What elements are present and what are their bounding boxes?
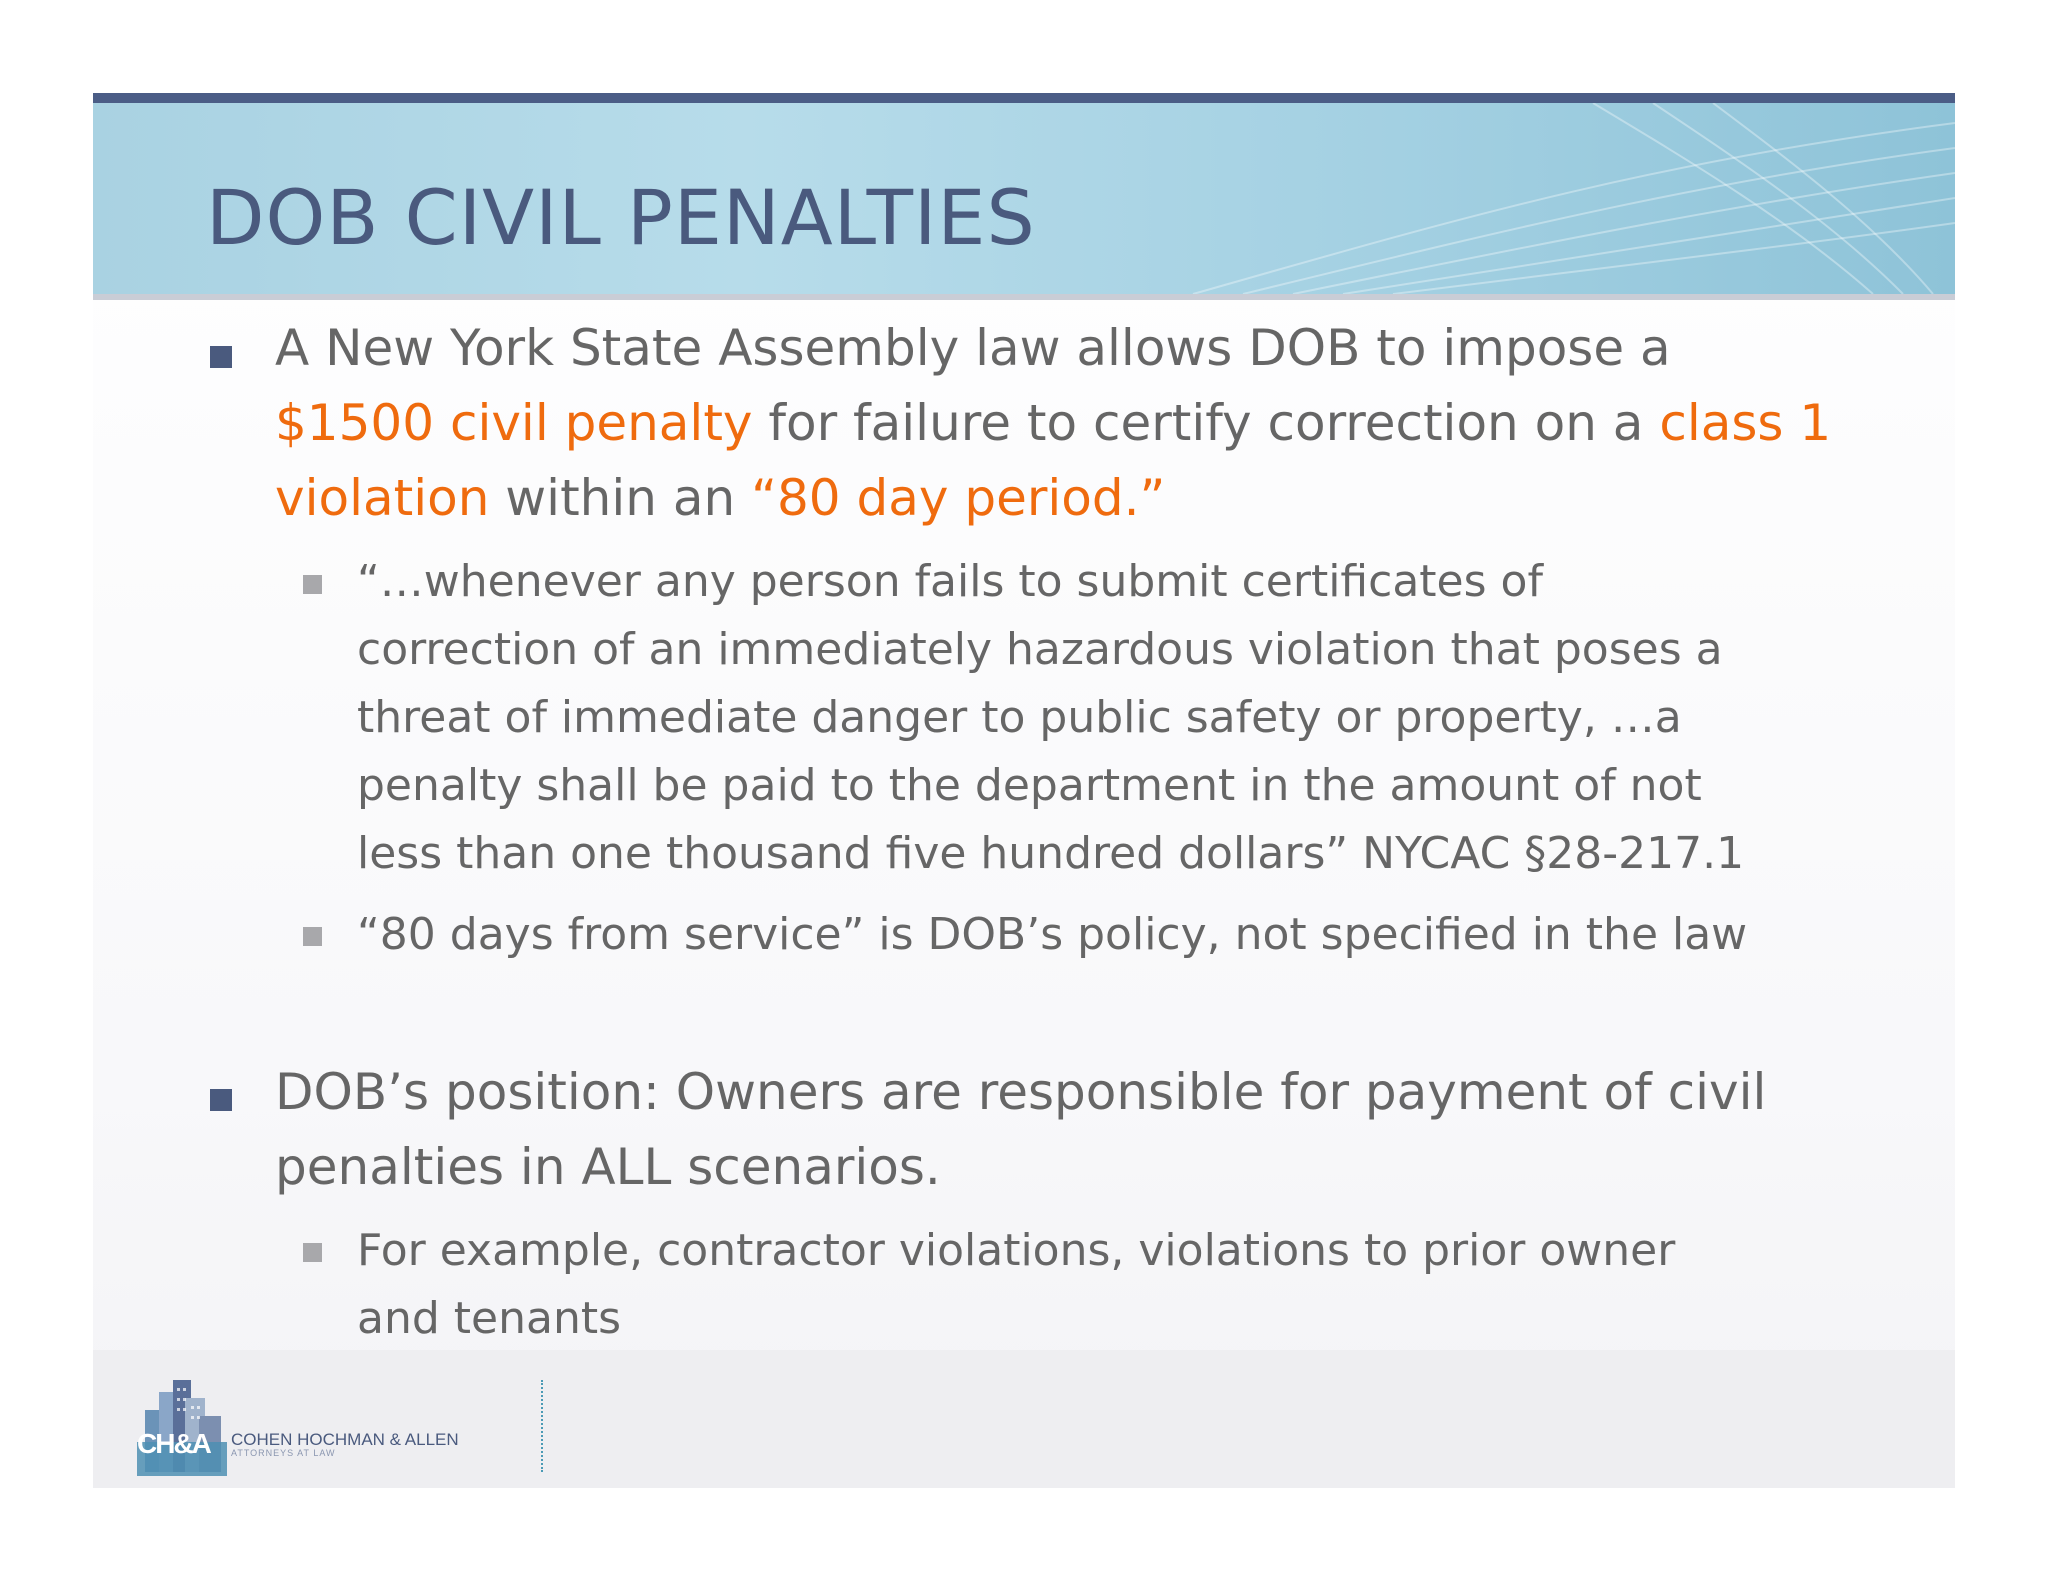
sub-bullet-square-icon [303,927,322,946]
slide [93,93,1955,1488]
highlight-penalty: $1500 civil penalty [275,394,753,452]
sub-bullet-square-icon [303,575,322,594]
sub-bullet-1a-line-4: penalty shall be paid to the department in the amount of not [357,760,1702,811]
page-title: DOB CIVIL PENALTIES [206,173,1036,262]
bullet-square-icon [210,1089,232,1111]
sub-bullet-2a-line-1: For example, contractor violations, violations to prior owner [357,1225,1676,1276]
highlight-period: “80 day period.” [751,469,1166,527]
top-rule [93,93,1955,103]
highlight-class: class 1 [1659,394,1832,452]
bullet-1 [275,311,1831,536]
footer-divider [541,1380,543,1472]
sub-bullet-1a-line-1: “…whenever any person fails to submit certificates of [357,556,1543,607]
sub-bullet-1a-line-3: threat of immediate danger to public safety or property, …a [357,692,1682,743]
footer [93,1350,1955,1488]
highlight-violation: violation [275,469,490,527]
header-band [93,103,1955,294]
bullet-1-line-3-text: within an [489,469,752,527]
sub-bullet-2a [357,1217,1675,1353]
sub-bullet-1b-line-1: “80 days from service” is DOB’s policy, not specified in the law [357,909,1748,960]
sub-bullet-square-icon [303,1243,322,1262]
bullet-1-line-2-text: for failure to certify correction on a [752,394,1660,452]
sub-bullet-1b [357,901,1747,969]
firm-tagline: ATTORNEYS AT LAW [231,1448,336,1458]
sub-bullet-1a-line-2: correction of an immediately hazardous violation that poses a [357,624,1723,675]
bullet-1-line-2 [275,386,1831,461]
header-underline [93,294,1955,300]
logo-mark: CH&A [137,1428,210,1459]
sub-bullet-1a-line-5: less than one thousand five hundred dollars” NYCAC §28-217.1 [357,828,1745,879]
building-logo-icon [137,1370,237,1480]
bullet-1-line-3 [275,461,1831,536]
bullet-2 [275,1055,1766,1205]
bullet-2-line-1: DOB’s position: Owners are responsible for payment of civil [275,1063,1767,1121]
sub-bullet-1a [357,548,1744,888]
bullet-square-icon [210,346,232,368]
sub-bullet-2a-line-2: and tenants [357,1293,621,1344]
bullet-1-line-1: A New York State Assembly law allows DOB to impose a [275,319,1671,377]
firm-name: COHEN HOCHMAN & ALLEN [231,1430,459,1449]
bullet-2-line-2: penalties in ALL scenarios. [275,1138,941,1196]
